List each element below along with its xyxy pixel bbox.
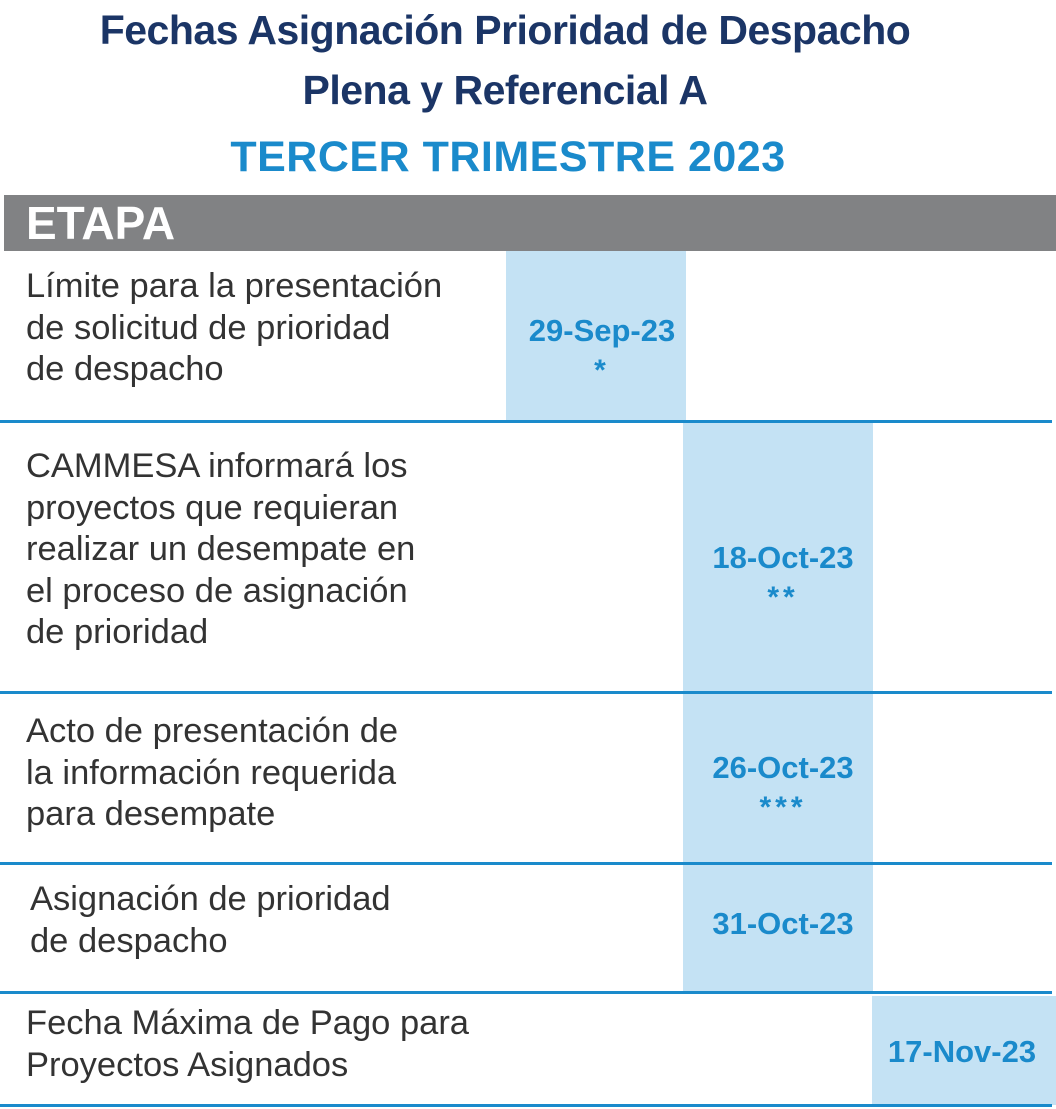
stage-line: Acto de presentación de xyxy=(26,712,399,750)
date-footnote-mark: * xyxy=(594,354,610,387)
row-separator xyxy=(0,420,1052,423)
row-separator xyxy=(0,691,1052,694)
stage-line: CAMMESA informará los xyxy=(26,447,408,485)
date-footnote-mark: *** xyxy=(759,791,807,824)
date-value: 31-Oct-23 xyxy=(712,906,854,941)
stage-description xyxy=(26,711,398,836)
stage-description xyxy=(26,1003,469,1086)
stage-date xyxy=(868,1032,1056,1072)
date-value: 29-Sep-23 xyxy=(528,313,676,348)
page-title-line-1: Fechas Asignación Prioridad de Despacho xyxy=(99,7,911,53)
page-subtitle: TERCER TRIMESTRE 2023 xyxy=(230,133,786,181)
stage-line: la información requerida xyxy=(26,753,397,792)
stage-line: el proceso de asignación xyxy=(26,571,408,610)
stage-line: Fecha Máxima de Pago para xyxy=(26,1004,469,1042)
stage-line: realizar un desempate en xyxy=(26,530,416,568)
row-separator xyxy=(0,862,1052,865)
stage-date xyxy=(683,904,883,944)
stage-description xyxy=(30,879,391,962)
stage-date xyxy=(506,311,698,391)
stage-description xyxy=(26,266,442,391)
row-separator xyxy=(0,1104,1052,1107)
stage-line: Proyectos Asignados xyxy=(26,1045,349,1084)
stage-line: proyectos que requieran xyxy=(26,488,399,527)
stage-line: de despacho xyxy=(26,350,224,388)
table-header xyxy=(4,195,1056,251)
stage-line: Asignación de prioridad xyxy=(30,880,391,918)
date-footnote-mark: ** xyxy=(767,581,799,614)
stage-line: para desempate xyxy=(26,795,276,833)
stage-line: de prioridad xyxy=(26,613,209,651)
stage-line: de despacho xyxy=(30,921,228,960)
stage-date xyxy=(683,538,883,618)
date-value: 26-Oct-23 xyxy=(712,750,854,785)
page-title-line-2: Plena y Referencial A xyxy=(302,67,708,113)
table-header-label: ETAPA xyxy=(26,197,176,249)
stage-description xyxy=(26,446,415,654)
date-value: 18-Oct-23 xyxy=(712,540,854,575)
date-value: 17-Nov-23 xyxy=(887,1034,1037,1069)
stage-date xyxy=(683,748,883,828)
stage-line: de solicitud de prioridad xyxy=(26,308,391,347)
stage-line: Límite para la presentación xyxy=(26,267,443,305)
row-separator xyxy=(0,991,1052,994)
